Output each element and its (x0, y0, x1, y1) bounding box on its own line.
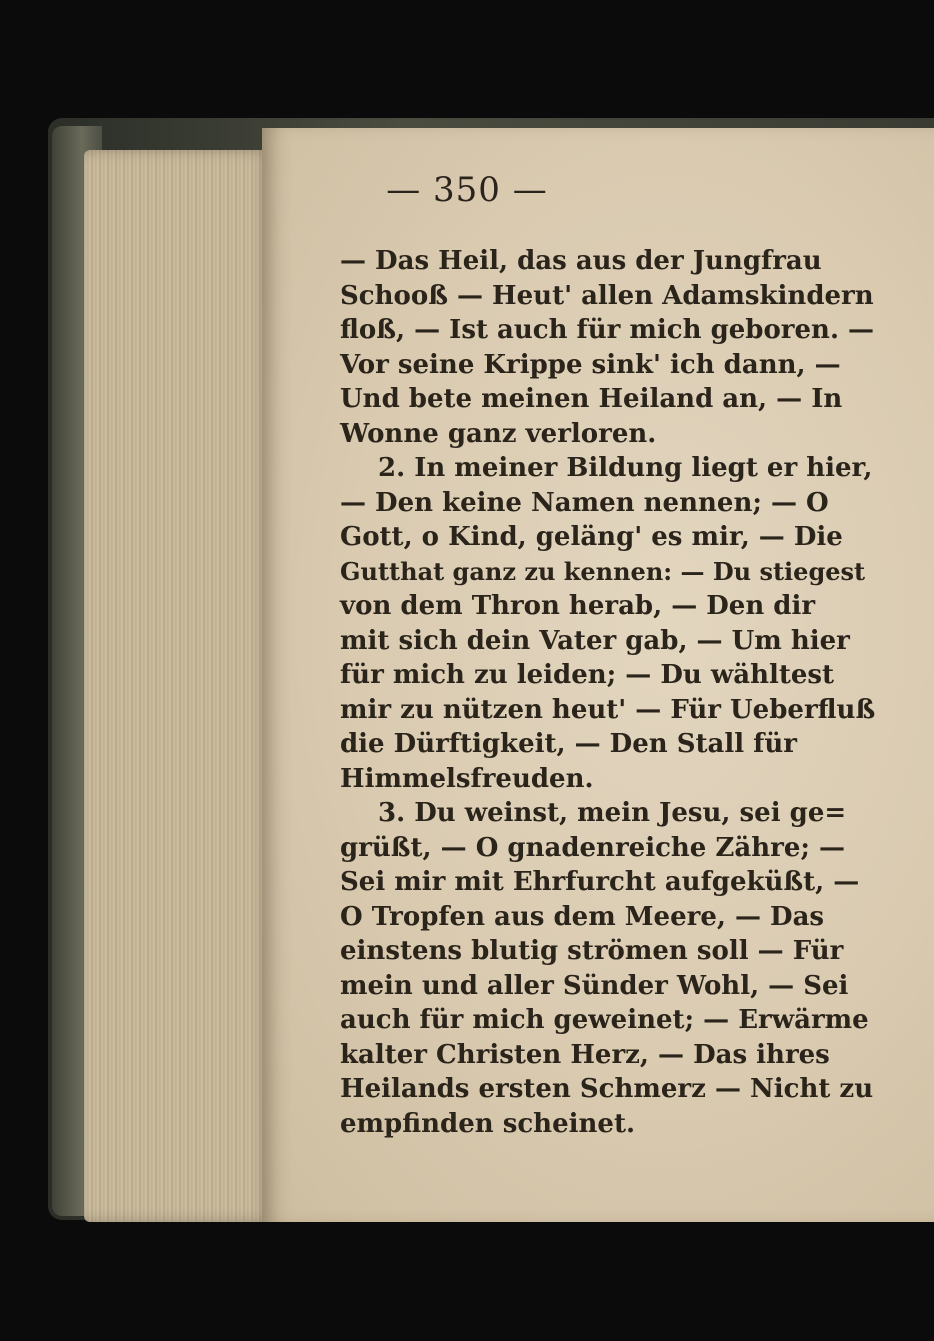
text-line: auch für mich geweinet; — Erwärme (340, 1005, 869, 1035)
text-line: Gutthat ganz zu kennen: — Du stiegest (340, 556, 866, 586)
text-line: von dem Thron herab, — Den dir (340, 591, 816, 621)
text-line: die Dürftigkeit, — Den Stall für (340, 729, 797, 759)
text-line: mit sich dein Vater gab, — Um hier (340, 625, 850, 656)
text-line: mir zu nützen heut' — Für Ueberfluß (340, 694, 876, 725)
page-number: — 350 — (386, 170, 548, 210)
text-line: einstens blutig strömen soll — Für (340, 936, 844, 966)
text-line: Gott, o Kind, geläng' es mir, — Die (340, 522, 843, 552)
page-edges (84, 150, 272, 1222)
page-body-text (340, 244, 880, 1141)
text-line: Sei mir mit Ehrfurcht aufgeküßt, — (340, 867, 860, 897)
text-line: für mich zu leiden; — Du wähltest (340, 660, 835, 690)
text-line: Schooß — Heut' allen Adamskindern (340, 280, 874, 311)
text-line: 2. In meiner Bildung liegt er hier, (378, 453, 873, 483)
text-line: — Das Heil, das aus der Jungfrau (340, 246, 822, 276)
text-line: — Den keine Namen nennen; — O (340, 487, 829, 518)
text-line: mein und aller Sünder Wohl, — Sei (340, 970, 849, 1001)
text-line: Vor seine Krippe sink' ich dann, — (340, 349, 841, 380)
text-line: Und bete meinen Heiland an, — In (340, 384, 843, 414)
text-line: kalter Christen Herz, — Das ihres (340, 1039, 830, 1070)
text-line: Wonne ganz verloren. (340, 418, 657, 449)
text-line: Heilands ersten Schmerz — Nicht zu (340, 1074, 874, 1104)
text-line: Himmelsfreuden. (340, 763, 594, 794)
text-line: O Tropfen aus dem Meere, — Das (340, 901, 825, 932)
text-line: grüßt, — O gnadenreiche Zähre; — (340, 832, 846, 863)
text-line: floß, — Ist auch für mich geboren. — (340, 315, 875, 345)
text-line: empfinden scheinet. (340, 1108, 636, 1139)
text-line: 3. Du weinst, mein Jesu, sei ge= (378, 798, 847, 828)
